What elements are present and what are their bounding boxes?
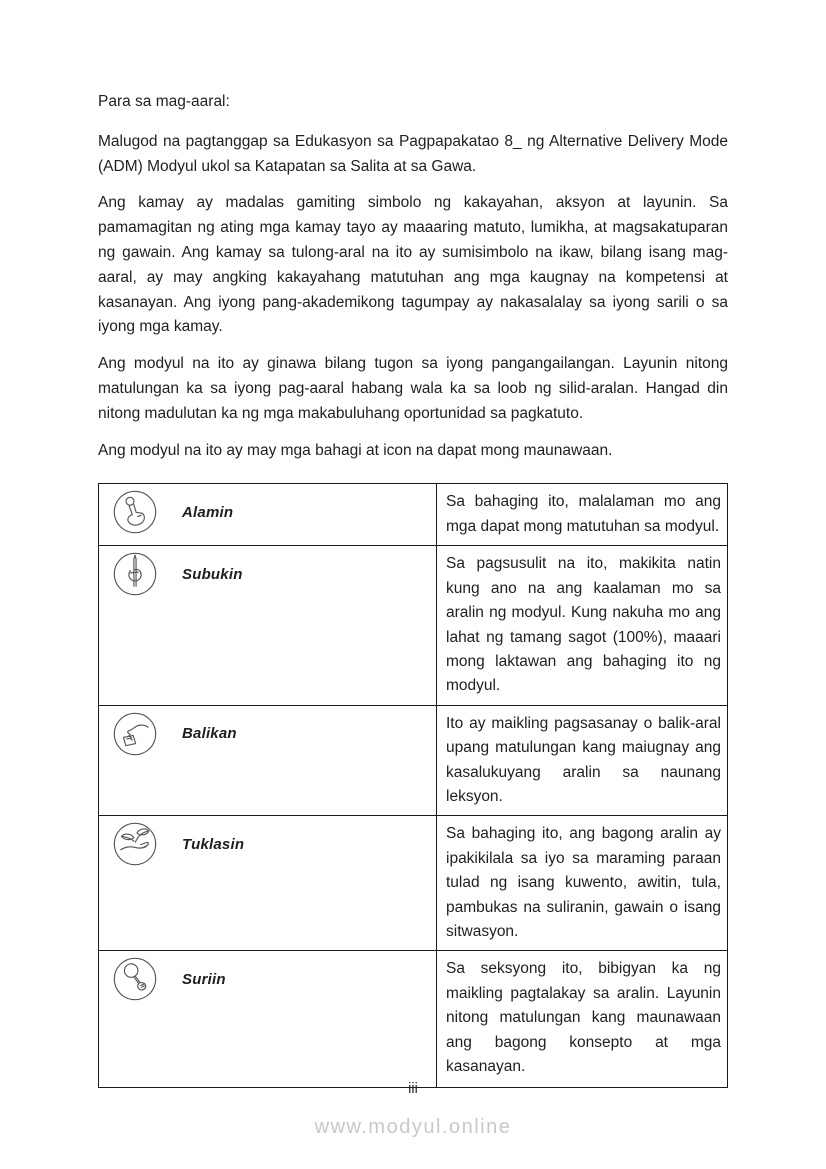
paragraph-welcome: Malugod na pagtanggap sa Edukasyon sa Pagpapakatao 8_ ng Alternative Delivery Mode (ADM) Modyul ukol sa Katapatan sa Salita at sa Gawa. <box>98 132 728 175</box>
paragraph-module-purpose: Ang modyul na ito ay ginawa bilang tugon sa iyong pangangailangan. Layunin nitong matulungan ka sa iyong pag-aaral habang wala ka sa loob ng silid-aralan. Hangad din nitong madulutan ka ng mga makabuluhang oportunidad sa pagkatuto. <box>98 355 728 422</box>
table-row-suriin <box>99 951 728 1088</box>
section-description: Sa bahaging ito, ang bagong aralin ay ipakikilala sa iyo sa maraming paraan tulad ng isang kuwento, awitin, tula, pambukas na suliranin, gawain o isang sitwasyon. <box>437 816 728 951</box>
icon-guide-table <box>98 483 728 1088</box>
paragraph-hand-symbol: Ang kamay ay madalas gamiting simbolo ng kakayahan, aksyon at layunin. Sa pamamagitan ng ating mga kamay tayo ay maaaring matuto, lumikha, at magsakatuparan ng gawain. Ang kamay sa tulong-aral na ito ay sumisimbolo na ikaw, bilang isang mag-aaral, ay may angking kakayahang matutuhan ang mga kaugnay na kompetensi at kasanayan. Ang iyong pang-akademikong tagumpay ay nakasalalay sa iyong sarili o sa iyong mga kamay. <box>98 194 728 336</box>
table-row-tuklasin <box>99 816 728 951</box>
paragraph-icons-intro: Ang modyul na ito ay may mga bahagi at icon na dapat mong maunawaan. <box>98 441 613 459</box>
section-label: Tuklasin <box>182 835 245 853</box>
page-content <box>98 90 728 1088</box>
section-label: Suriin <box>182 970 226 988</box>
table-row-alamin <box>99 484 728 546</box>
hand-returning-paper-icon <box>112 711 158 757</box>
magnifying-glass-hand-icon <box>112 956 158 1002</box>
table-row-balikan <box>99 705 728 816</box>
section-label: Alamin <box>182 503 234 521</box>
section-description: Sa bahaging ito, malalaman mo ang mga dapat mong matutuhan sa modyul. <box>437 484 728 546</box>
section-label: Balikan <box>182 725 237 743</box>
page-number: iii <box>408 1081 418 1097</box>
hand-holding-pencil-icon <box>112 551 158 597</box>
section-description: Sa pagsusulit na ito, makikita natin kung ano na ang kaalaman mo sa aralin ng modyul. Kung nakuha mo ang lahat ng tamang sagot (100%), maaari mong laktawan ang bahaging ito ng modyul. <box>437 546 728 705</box>
section-label: Subukin <box>182 565 243 583</box>
touch-hand-icon <box>112 489 158 535</box>
salutation-heading: Para sa mag-aaral: <box>98 93 230 110</box>
section-description: Ito ay maikling pagsasanay o balik-aral upang matulungan kang maiugnay ang kasalukuyang aralin sa naunang leksyon. <box>437 705 728 816</box>
watermark-text: www.modyul.online <box>314 1116 512 1138</box>
hand-with-plant-icon <box>112 821 158 867</box>
section-description: Sa seksyong ito, bibigyan ka ng maikling pagtalakay sa aralin. Layunin nitong matulungan kang maunawaan ang bagong konsepto at mga kasanayan. <box>437 951 728 1088</box>
table-row-subukin <box>99 546 728 705</box>
